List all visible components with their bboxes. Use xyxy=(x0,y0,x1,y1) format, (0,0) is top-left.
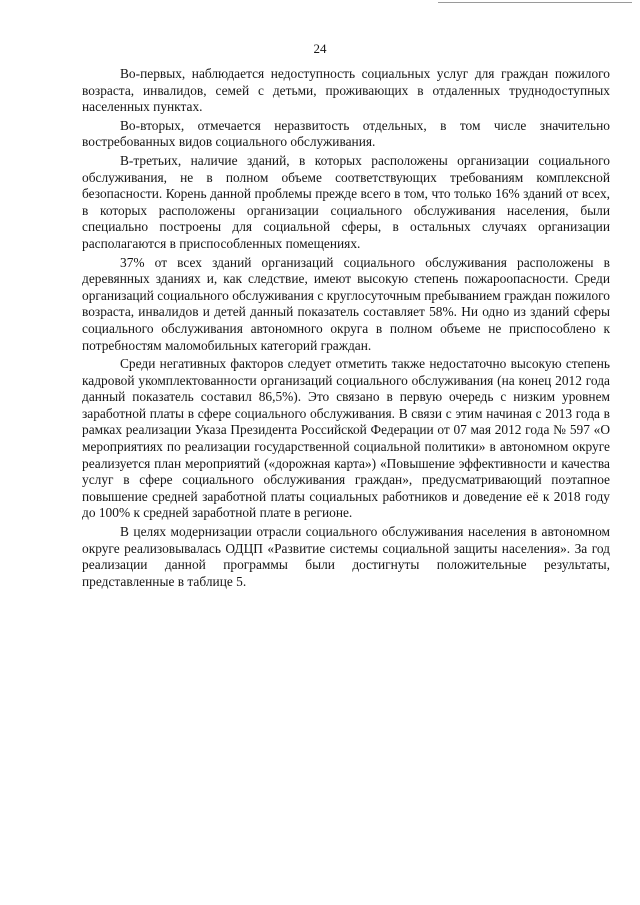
document-body xyxy=(82,66,610,592)
paragraph-wooden-buildings: 37% от всех зданий организаций социального обслуживания расположены в деревянных зданиях и, как следствие, имеют высокую степень пожароопасности. Среди организаций социального обслуживания с круглосуточным пребыванием граждан пожилого возраста, инвалидов и детей данный показатель составляет 58%. Ни одно из зданий сферы социального обслуживания автономного округа в полном объеме не приспособлено к потребностям маломобильных категорий граждан. xyxy=(82,254,610,353)
paragraph-staffing: Среди негативных факторов следует отметить также недостаточно высокую степень кадровой укомплектованности организаций социального обслуживания (на конец 2012 года данный показатель составил 86,5%). Это связано в первую очередь с низким уровнем заработной платы в сфере социального обслуживания. В связи с этим начиная с 2013 года в рамках реализации Указа Президента Российской Федерации от 07 мая 2012 года № 597 «О мероприятиях по реализации государственной социальной политики» в автономном округе реализуется план мероприятий («дорожная карта») «Повышение эффективности и качества услуг в сфере социального обслуживания граждан», предусматривающий поэтапное повышение средней заработной платы социальных работников и доведение её к 2018 году до 100% к средней заработной плате в регионе. xyxy=(82,356,610,521)
paragraph-first-problem: Во-первых, наблюдается недоступность социальных услуг для граждан пожилого возраста, инвалидов, семей с детьми, проживающих в отдаленных труднодоступных населенных пунктах. xyxy=(82,66,610,115)
paragraph-third-problem: В-третьих, наличие зданий, в которых расположены организации социального обслуживания, не в полном объеме соответствующих требованиям комплексной безопасности. Корень данной проблемы прежде всего в том, что только 16% зданий от всех, в которых расположены организации социального обслуживания населения, были специально построены для социальной сферы, в остальных случаях организации располагаются в приспособленных помещениях. xyxy=(82,152,610,251)
scan-top-edge-line xyxy=(438,2,632,3)
page-number: 24 xyxy=(313,41,327,56)
paragraph-second-problem: Во-вторых, отмечается неразвитость отдельных, в том числе значительно востребованных видов социального обслуживания. xyxy=(82,117,610,150)
paragraph-modernization: В целях модернизации отрасли социального обслуживания населения в автономном округе реализовывалась ОДЦП «Развитие системы социальной защиты населения». За год реализации данной программы были достигнуты положительные результаты, представленные в таблице 5. xyxy=(82,524,610,589)
